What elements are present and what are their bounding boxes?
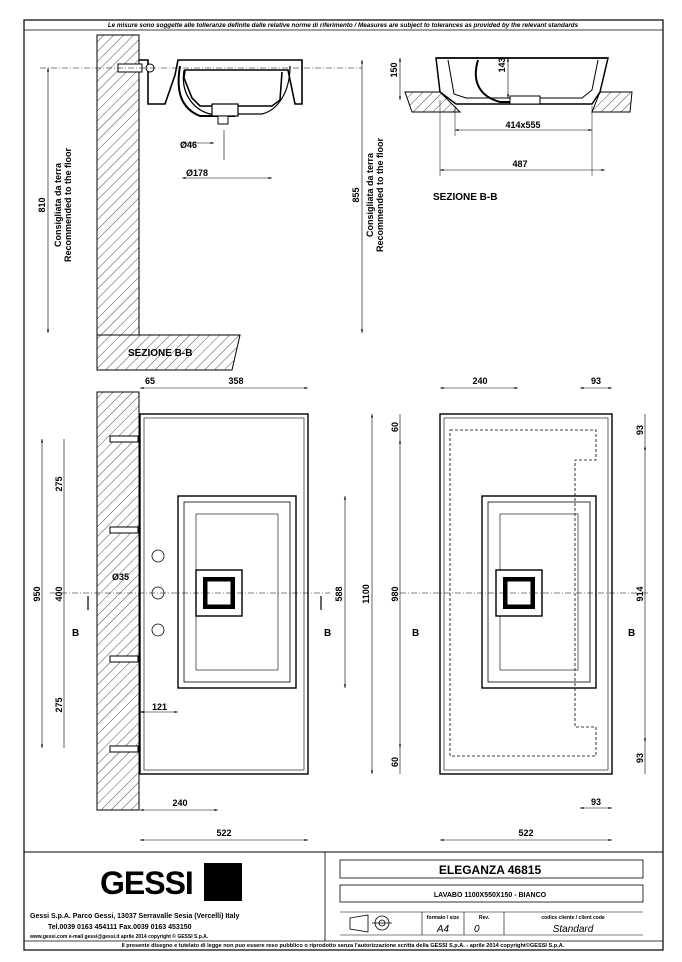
gessi-logo — [100, 863, 242, 901]
side-section-view — [37, 35, 385, 370]
dim-d35: Ø35 — [112, 572, 130, 582]
dim-522: 522 — [518, 828, 534, 838]
drain-outlet — [218, 116, 228, 124]
projection-trapezoid — [350, 915, 368, 932]
dim-240: 240 — [172, 798, 188, 808]
product-description: LAVABO 1100X550X150 - BIANCO — [433, 892, 547, 899]
client-code-label: codice cliente / client code — [541, 915, 605, 921]
dim-w487: 487 — [512, 159, 528, 169]
dim-60b: 60 — [390, 756, 400, 768]
section-label: SEZIONE B-B — [128, 348, 193, 359]
drain-body — [510, 96, 540, 104]
basin-inner — [448, 60, 598, 98]
header-disclaimer: Le misure sono soggette alle tolleranze definite dalle relative norme di riferimento / Measures are subject to tolerances as provided by the relevant standards — [107, 22, 579, 29]
floor-note-right-1: Consigliata da terra — [365, 152, 375, 238]
company-phone: Tel.0039 0163 454111 Fax.0039 0163 453150 — [48, 924, 192, 931]
dim-93c: 93 — [635, 752, 645, 764]
dim-588: 588 — [334, 586, 344, 602]
top-view — [390, 376, 650, 840]
section-mark-right: B — [628, 628, 636, 639]
wall-fixing — [110, 746, 138, 752]
dim-h855: 855 — [351, 187, 361, 203]
format-label: formato / size — [426, 915, 460, 921]
wall-fixing — [110, 436, 138, 442]
floor-note-left-1: Consigliata da terra — [53, 162, 63, 248]
dim-400: 400 — [54, 586, 64, 602]
projection-symbol — [350, 915, 392, 932]
basin-profile — [139, 60, 302, 106]
floor-note-left-2: Recommended to the floor — [63, 147, 73, 263]
dim-950: 950 — [32, 586, 42, 602]
dim-121: 121 — [152, 702, 168, 712]
dim-522: 522 — [216, 828, 232, 838]
floor-note-right-2: Recommended to the floor — [375, 137, 385, 253]
dim-914: 914 — [635, 586, 645, 602]
dim-275b: 275 — [54, 697, 64, 713]
format-value: A4 — [436, 924, 450, 935]
dim-93a: 93 — [590, 376, 602, 386]
section-label: SEZIONE B-B — [433, 192, 498, 203]
wall-fixing — [110, 656, 138, 662]
wall-hatched — [97, 35, 139, 335]
client-code-value: Standard — [552, 924, 594, 935]
dim-65: 65 — [145, 376, 156, 386]
section-mark-left: B — [72, 628, 80, 639]
product-name: ELEGANZA 46815 — [438, 863, 542, 877]
dim-h143: 143 — [497, 57, 507, 73]
rev-label: Rev. — [478, 915, 490, 921]
dim-d178: Ø178 — [186, 168, 209, 178]
title-block — [24, 852, 663, 949]
brand-logo-text: GESSI — [100, 865, 193, 901]
dim-93d: 93 — [590, 797, 602, 807]
section-mark-right: B — [324, 628, 332, 639]
wall-fixing — [110, 527, 138, 533]
dim-240: 240 — [472, 376, 488, 386]
dim-980: 980 — [390, 586, 400, 602]
dim-60a: 60 — [390, 421, 400, 433]
dim-93b: 93 — [635, 424, 645, 436]
cross-section-view — [389, 57, 632, 203]
rev-value: 0 — [474, 924, 480, 935]
dim-h150: 150 — [389, 62, 399, 78]
front-view — [32, 376, 372, 840]
dim-275a: 275 — [54, 476, 64, 492]
dim-h810: 810 — [37, 197, 47, 213]
logo-black-square — [204, 863, 242, 901]
company-address: Gessi S.p.A. Parco Gessi, 13037 Serravalle Sesia (Vercelli) Italy — [30, 913, 240, 920]
company-web: www.gessi.com e-mail gessi@gessi.it aprile 2014 copyright © GESSI S.p.A. — [30, 934, 209, 940]
dim-w414: 414x555 — [505, 120, 541, 130]
dim-358: 358 — [228, 376, 244, 386]
copyright-notice: Il presente disegno e tutelato di legge non puo essere reso pubblico o riprodotto senza l'autorizzazione scritta della GESSI S.p.A. - aprile 2014 copyright©GESSI S.p.A. — [121, 943, 565, 949]
counter-hatched-left — [405, 92, 460, 112]
section-mark-left: B — [412, 628, 420, 639]
dim-d46: Ø46 — [180, 140, 198, 150]
drain-body — [212, 104, 238, 116]
dim-1100: 1100 — [361, 584, 371, 604]
